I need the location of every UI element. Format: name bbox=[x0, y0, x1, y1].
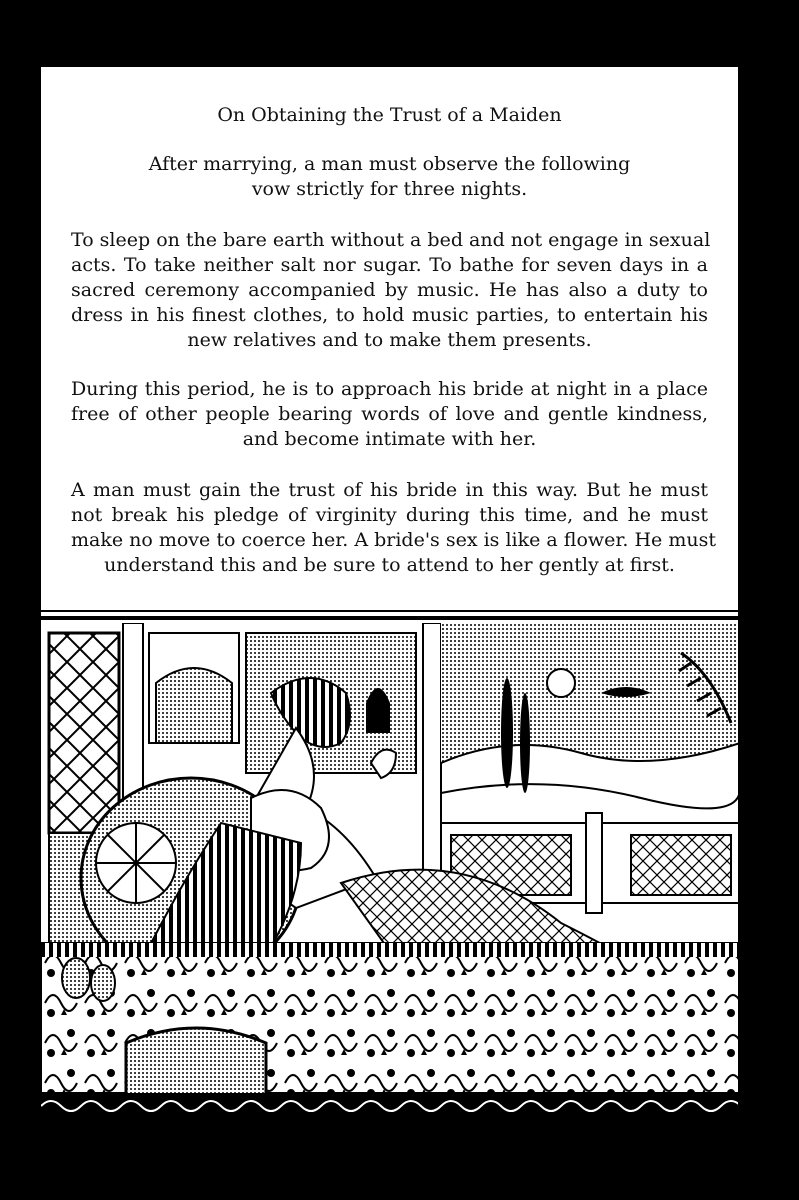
paragraph-line: During this period, he is to approach his bride at night in a place bbox=[71, 378, 708, 400]
illustration-panel bbox=[41, 623, 739, 1118]
paragraph-line: A man must gain the trust of his bride in this way. But he must bbox=[71, 479, 708, 501]
text-area bbox=[41, 67, 739, 607]
paragraph-line: free of other people bearing words of love and gentle kindness, bbox=[71, 403, 708, 425]
paragraph-line: sacred ceremony accompanied by music. He has also a duty to bbox=[71, 279, 708, 301]
text-panel bbox=[40, 66, 739, 1118]
intro-line: After marrying, a man must observe the following bbox=[148, 153, 631, 175]
paragraph-line: new relatives and to make them presents. bbox=[187, 329, 592, 351]
intro-line: vow strictly for three nights. bbox=[251, 178, 528, 200]
paragraph-line: make no move to coerce her. A bride's sex is like a flower. He must bbox=[71, 529, 716, 551]
page-title: On Obtaining the Trust of a Maiden bbox=[217, 104, 562, 126]
paragraph-line: and become intimate with her. bbox=[242, 428, 537, 450]
divider-rule bbox=[41, 610, 739, 612]
paragraph-line: To sleep on the bare earth without a bed and not engage in sexual bbox=[71, 229, 711, 251]
paragraph-line: understand this and be sure to attend to her gently at first. bbox=[104, 554, 675, 576]
paragraph-line: not break his pledge of virginity during this time, and he must bbox=[71, 504, 708, 526]
illustration-artwork bbox=[41, 623, 739, 1118]
divider-rule-thick bbox=[41, 616, 739, 620]
paragraph-line: acts. To take neither salt nor sugar. To bathe for seven days in a bbox=[71, 254, 708, 276]
paragraph-line: dress in his finest clothes, to hold music parties, to entertain his bbox=[71, 304, 708, 326]
